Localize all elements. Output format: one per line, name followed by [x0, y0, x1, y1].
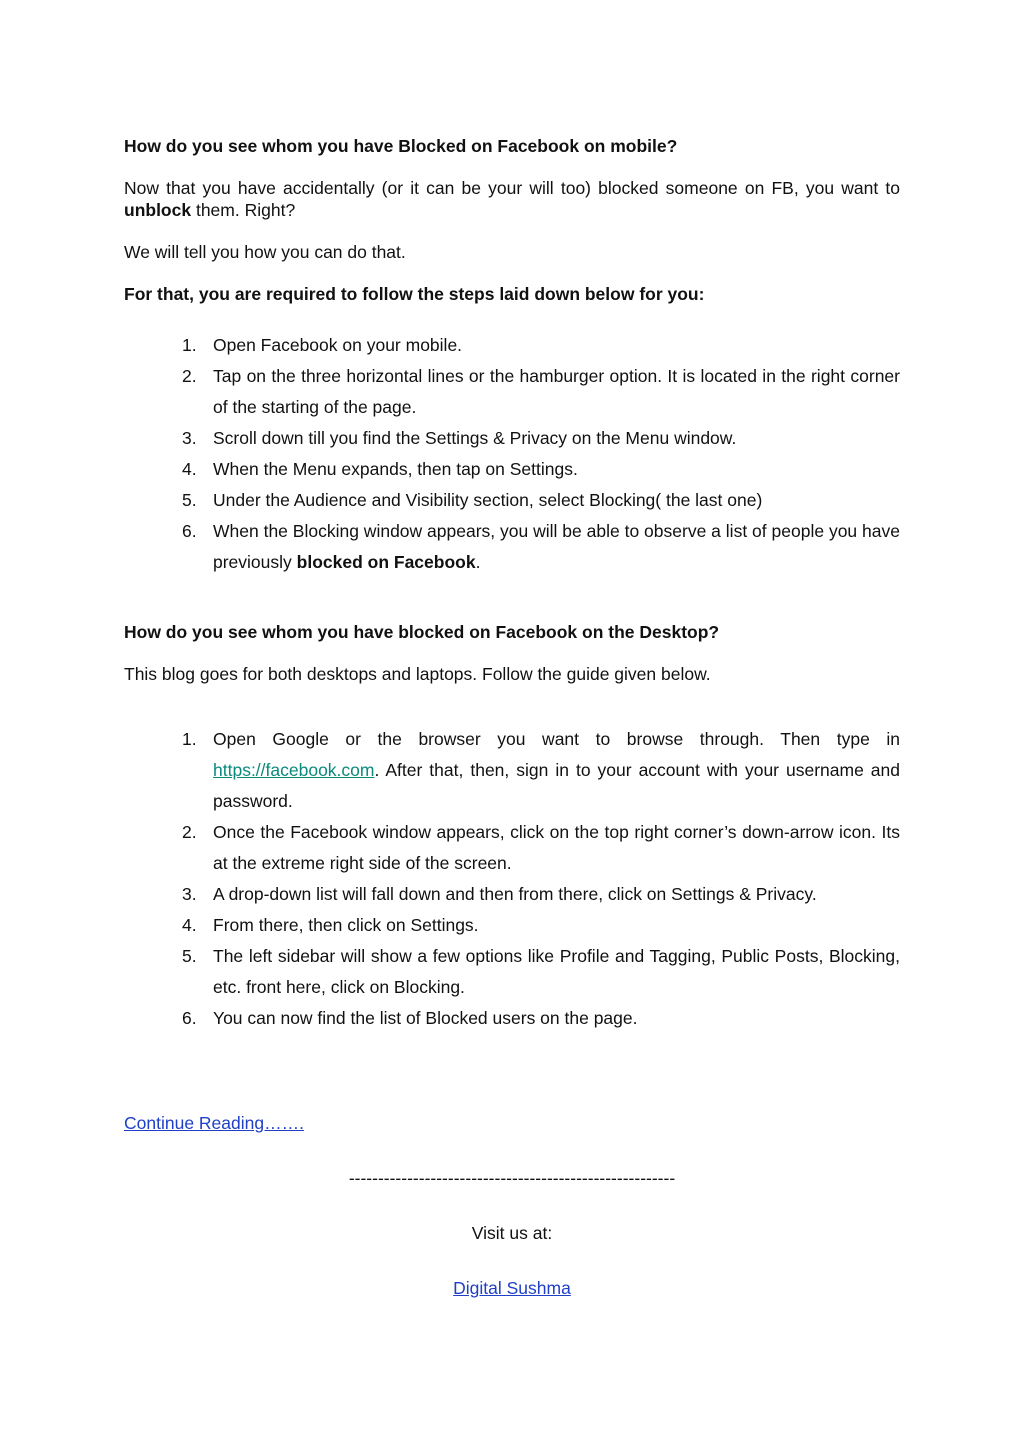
list-item	[124, 485, 900, 516]
section1-steps-heading: For that, you are required to follow the steps laid down below for you:	[124, 284, 705, 304]
digital-sushma-link[interactable]: Digital Sushma	[453, 1278, 571, 1298]
list-item-text: Open Google or the browser you want to browse through. Then type in	[213, 729, 900, 749]
list-item-text: When the Menu expands, then tap on Settings.	[213, 459, 578, 479]
list-item-number: 6.	[182, 521, 197, 541]
list-item	[124, 361, 900, 423]
list-item-text: From there, then click on Settings.	[213, 915, 479, 935]
section2-intro: This blog goes for both desktops and laptops. Follow the guide given below.	[124, 664, 711, 684]
list-item-bold: blocked on Facebook	[296, 552, 476, 572]
list-item-number: 4.	[182, 915, 197, 935]
document-content	[124, 132, 900, 1299]
list-item-text: Under the Audience and Visibility section, select Blocking( the last one)	[213, 490, 763, 510]
list-item-number: 3.	[182, 884, 197, 904]
section1-para2: We will tell you how you can do that.	[124, 242, 406, 262]
list-item	[124, 817, 900, 879]
list-item	[124, 910, 900, 941]
list-item-text: Once the Facebook window appears, click on the top right corner’s down-arrow icon. Its at the extreme right side of the screen.	[213, 822, 900, 873]
list-item	[124, 724, 900, 817]
section2-steps-list	[124, 724, 900, 1034]
list-item	[124, 516, 900, 578]
list-item-text-end: . After that, then, sign in to your account with your username and password.	[213, 760, 900, 811]
visit-label: Visit us at:	[471, 1223, 553, 1243]
list-item-text: Tap on the three horizontal lines or the hamburger option. It is located in the right corner of the starting of the page.	[213, 366, 900, 417]
facebook-link[interactable]: https://facebook.com	[213, 760, 375, 780]
list-item-number: 2.	[182, 366, 197, 386]
list-item	[124, 941, 900, 1003]
section2-heading: How do you see whom you have blocked on Facebook on the Desktop?	[124, 622, 720, 642]
list-item-text: When the Blocking window appears, you will be able to observe a list of people you have previously	[213, 521, 900, 572]
list-item-text: A drop-down list will fall down and then from there, click on Settings & Privacy.	[213, 884, 817, 904]
list-item-number: 1.	[182, 335, 197, 355]
list-item-number: 4.	[182, 459, 197, 479]
intro-text: Now that you have accidentally (or it can be your will too) blocked someone on FB, you want to	[124, 178, 900, 198]
list-item-text: The left sidebar will show a few options like Profile and Tagging, Public Posts, Blocking, etc. front here, click on Blocking.	[213, 946, 900, 997]
list-item	[124, 879, 900, 910]
list-item-text: Open Facebook on your mobile.	[213, 335, 463, 355]
section1-steps-list	[124, 330, 900, 578]
list-item-text: You can now find the list of Blocked users on the page.	[213, 1008, 638, 1028]
list-item-text: Scroll down till you find the Settings & Privacy on the Menu window.	[213, 428, 737, 448]
list-item-number: 1.	[182, 729, 197, 749]
divider-line: --------------------------------------------------------	[348, 1168, 676, 1188]
list-item-text-end: .	[475, 552, 481, 572]
list-item-number: 5.	[182, 490, 197, 510]
continue-reading-link[interactable]: Continue Reading…….	[124, 1113, 304, 1133]
section1-heading: How do you see whom you have Blocked on Facebook on mobile?	[124, 136, 678, 156]
list-item-number: 3.	[182, 428, 197, 448]
list-item	[124, 330, 900, 361]
list-item-number: 2.	[182, 822, 197, 842]
site-link-paragraph	[124, 1277, 900, 1299]
list-item	[124, 454, 900, 485]
list-item	[124, 423, 900, 454]
list-item	[124, 1003, 900, 1034]
section1-intro	[124, 177, 900, 221]
list-item-number: 5.	[182, 946, 197, 966]
list-item-number: 6.	[182, 1008, 197, 1028]
intro-bold: unblock	[124, 200, 192, 220]
continue-reading-paragraph	[124, 1112, 900, 1134]
intro-text-end: them. Right?	[191, 200, 296, 220]
